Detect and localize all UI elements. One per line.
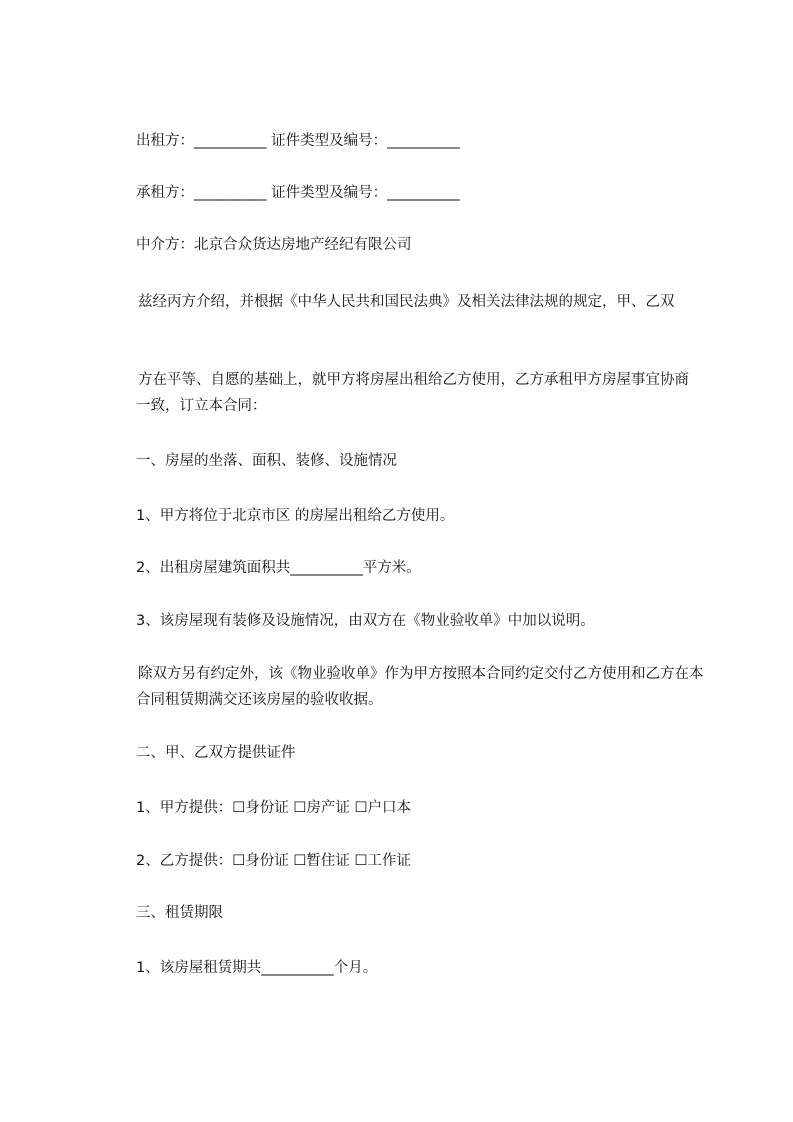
section-2-item-2: 2、乙方提供：☐身份证 ☐暂住证 ☐工作证	[136, 853, 411, 869]
intro-paragraph-2: 方在平等、自愿的基础上，就甲方将房屋出租给乙方使用，乙方承租甲方房屋事宜协商一致，订立本合同：	[136, 372, 689, 414]
section-3-title: 三、租赁期限	[136, 905, 223, 921]
lessee-line: 承租方：__________ 证件类型及编号：__________	[136, 185, 460, 201]
section-2-item-1: 1、甲方提供：☐身份证 ☐房产证 ☐户口本	[136, 800, 411, 816]
intro-paragraph-1: 兹经丙方介绍，并根据《中华人民共和国民法典》及相关法律法规的规定，甲、乙双	[138, 294, 675, 310]
agent-line: 中介方：北京合众货达房地产经纪有限公司	[136, 237, 412, 253]
section-3-item-1: 1、该房屋租赁期共__________个月。	[136, 960, 378, 976]
section-1-title: 一、房屋的坐落、面积、装修、设施情况	[136, 453, 397, 469]
section-1-item-2: 2、出租房屋建筑面积共__________平方米。	[136, 560, 421, 576]
section-1-item-3: 3、该房屋现有装修及设施情况，由双方在《物业验收单》中加以说明。	[136, 613, 595, 629]
section-1-item-1: 1、甲方将位于北京市区 的房屋出租给乙方使用。	[136, 508, 455, 524]
section-1-note: 除双方另有约定外，该《物业验收单》作为甲方按照本合同约定交付乙方使用和乙方在本合同租赁期满交还该房屋的验收收据。	[136, 666, 704, 708]
section-2-title: 二、甲、乙双方提供证件	[136, 745, 296, 761]
lessor-line: 出租方：__________ 证件类型及编号：__________	[136, 133, 460, 149]
